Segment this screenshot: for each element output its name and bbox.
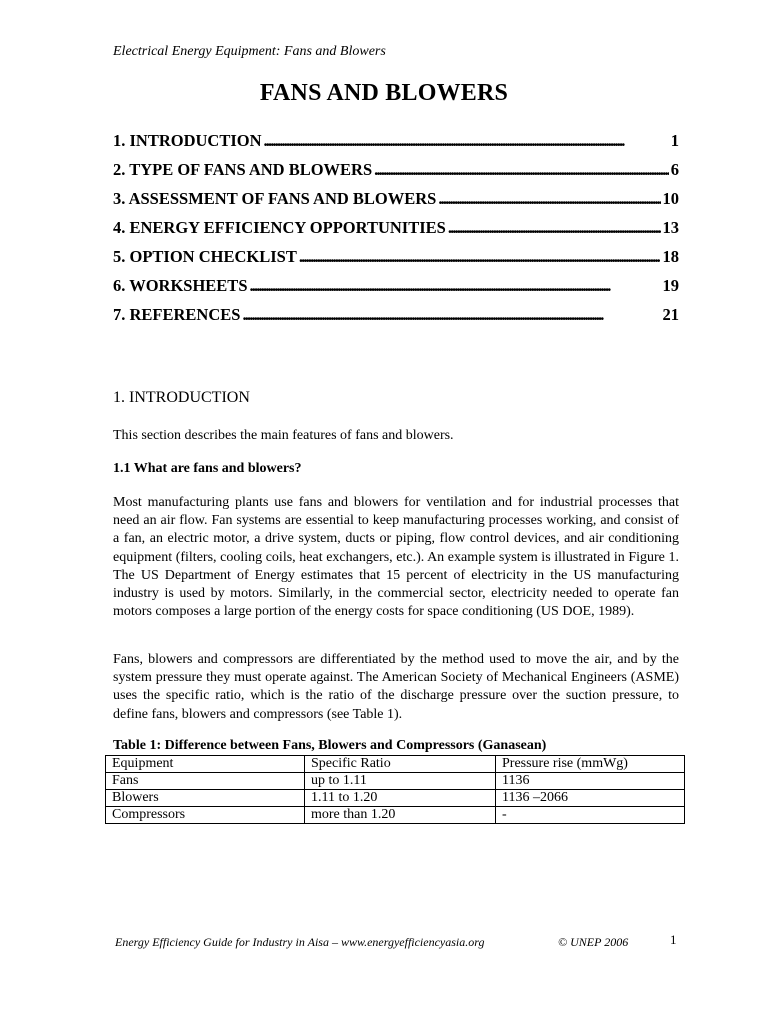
toc-leader-dots: [438, 189, 660, 209]
toc-entry[interactable]: [113, 131, 679, 160]
toc-entry[interactable]: [113, 276, 679, 305]
toc-entry-page: 1: [670, 131, 679, 150]
toc-entry-page: 18: [662, 247, 679, 266]
toc-leader-dots: [264, 131, 669, 151]
toc-entry-label: 3. ASSESSMENT OF FANS AND BLOWERS: [113, 189, 437, 208]
running-header: Electrical Energy Equipment: Fans and Blowers: [113, 44, 386, 59]
toc-entry[interactable]: [113, 247, 679, 276]
toc-leader-dots: [374, 160, 669, 180]
body-paragraph: Most manufacturing plants use fans and blowers for ventilation and for industrial processes that need an air flow. Fan systems are essential to keep manufacturing processes working, and consist of a fan, an electric motor, a drive system, ducts or piping, flow control devices, and air conditioning equipment (filters, cooling coils, heat exchangers, etc.). An example system is illustrated in Figure 1. The US Department of Energy estimates that 15 percent of electricity in the US manufacturing industry is used by motors. Similarly, in the commercial sector, electricity needed to operate fan motors composes a large portion of the energy costs for space conditioning (US DOE, 1989).: [113, 495, 679, 620]
table-cell: 1.11 to 1.20: [305, 790, 496, 807]
body-paragraph: Fans, blowers and compressors are differentiated by the method used to move the air, and by the system pressure they must operate against. The American Society of Mechanical Engineers (ASME) uses the specific ratio, which is the ratio of the discharge pressure over the suction pressure, to define fans, blowers and compressors (see Table 1).: [113, 652, 679, 722]
table-header-cell: Specific Ratio: [305, 756, 496, 773]
toc-entry-page: 21: [662, 305, 679, 324]
toc-entry-label: 5. OPTION CHECKLIST: [113, 247, 297, 266]
toc-entry-label: 1. INTRODUCTION: [113, 131, 262, 150]
table-header-cell: Pressure rise (mmWg): [496, 756, 685, 773]
toc-leader-dots: [448, 218, 661, 238]
toc-entry-label: 7. REFERENCES: [113, 305, 241, 324]
table-caption: Table 1: Difference between Fans, Blowers and Compressors (Ganasean): [113, 738, 547, 753]
toc-entry[interactable]: [113, 218, 679, 247]
table-cell: 1136: [496, 773, 685, 790]
intro-paragraph: This section describes the main features of fans and blowers.: [113, 428, 454, 443]
footer-copyright: © UNEP 2006: [558, 935, 629, 949]
table-cell: Fans: [106, 773, 305, 790]
toc-entry-page: 10: [662, 189, 679, 208]
page-title: FANS AND BLOWERS: [259, 80, 509, 106]
toc-entry[interactable]: [113, 189, 679, 218]
table-row: [106, 790, 685, 807]
toc-entry-page: 19: [662, 276, 679, 295]
table-of-contents: [113, 131, 679, 334]
page-number: 1: [670, 932, 677, 947]
table-header-row: [106, 756, 685, 773]
toc-leader-dots: [242, 305, 660, 325]
table-cell: Blowers: [106, 790, 305, 807]
section-heading: 1. INTRODUCTION: [113, 389, 250, 406]
table-row: [106, 773, 685, 790]
toc-entry-page: 13: [662, 218, 679, 237]
toc-entry-label: 2. TYPE OF FANS AND BLOWERS: [113, 160, 373, 179]
toc-entry[interactable]: [113, 305, 679, 334]
footer-source: Energy Efficiency Guide for Industry in Aisa – www.energyefficiencyasia.org: [115, 935, 485, 949]
toc-leader-dots: [299, 247, 661, 267]
table-header-cell: Equipment: [106, 756, 305, 773]
comparison-table: [105, 755, 685, 824]
toc-entry-page: 6: [670, 160, 679, 179]
toc-entry-label: 6. WORKSHEETS: [113, 276, 248, 295]
toc-entry[interactable]: [113, 160, 679, 189]
table-cell: Compressors: [106, 807, 305, 824]
subsection-heading: 1.1 What are fans and blowers?: [113, 461, 302, 476]
table-cell: up to 1.11: [305, 773, 496, 790]
table-cell: 1136 –2066: [496, 790, 685, 807]
table-cell: more than 1.20: [305, 807, 496, 824]
table-cell: -: [496, 807, 685, 824]
toc-leader-dots: [250, 276, 661, 296]
toc-entry-label: 4. ENERGY EFFICIENCY OPPORTUNITIES: [113, 218, 446, 237]
table-row: [106, 807, 685, 824]
